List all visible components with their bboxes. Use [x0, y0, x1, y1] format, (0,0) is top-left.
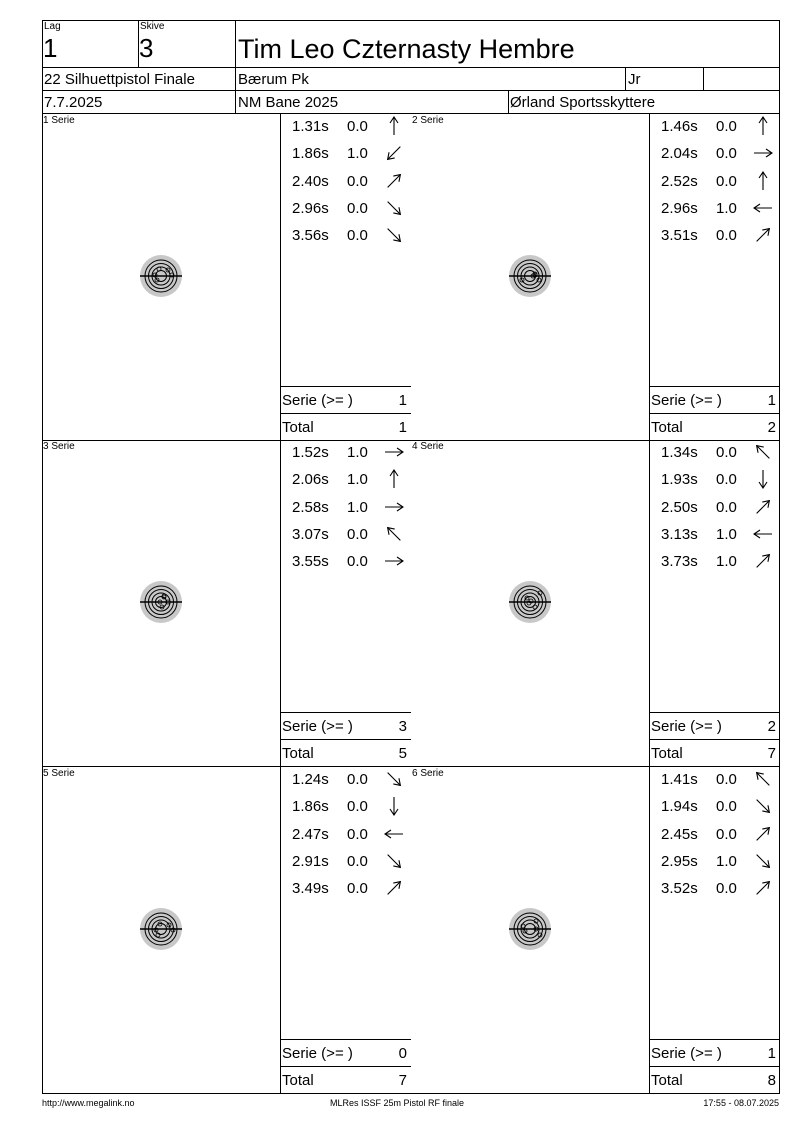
shot-row	[649, 169, 780, 196]
series-label: 6 Serie	[412, 768, 444, 779]
total-label: Total	[651, 1072, 683, 1089]
event-name: 22 Silhuettpistol Finale	[44, 71, 195, 88]
shot-time: 3.13s	[661, 525, 698, 543]
lag-label: Lag	[44, 21, 61, 32]
series-label: 1 Serie	[43, 115, 75, 126]
shot-time: 1.86s	[292, 798, 329, 816]
skive-label: Skive	[140, 21, 165, 32]
shot-row	[649, 114, 780, 141]
total-value: 7	[767, 745, 776, 762]
serie-result-value: 3	[398, 718, 407, 735]
shot-time: 1.24s	[292, 771, 329, 788]
shot-row	[280, 141, 411, 168]
shot-row	[649, 495, 780, 522]
shot-time: 2.04s	[661, 145, 698, 163]
serie-result-label: Serie (>= )	[282, 392, 353, 409]
series-label: 4 Serie	[412, 441, 444, 452]
shot-row	[280, 223, 411, 250]
total-value: 2	[767, 419, 776, 436]
shot-score: 0.0	[347, 227, 368, 245]
shot-list	[280, 114, 411, 440]
lag-value: 1	[43, 33, 58, 63]
direction-arrow-icon	[751, 442, 775, 462]
total-label: Total	[282, 745, 314, 762]
shot-row	[280, 495, 411, 522]
shot-time: 1.31s	[292, 118, 329, 135]
target-icon	[136, 904, 186, 954]
shot-row	[280, 794, 411, 821]
shot-row	[280, 849, 411, 876]
footer-url: http://www.megalink.no	[42, 1098, 135, 1108]
total-row	[649, 414, 780, 440]
shooter-name: Tim Leo Czternasty Hembre	[238, 34, 575, 64]
direction-arrow-icon	[751, 469, 775, 489]
direction-arrow-icon	[751, 524, 775, 544]
shot-time: 2.47s	[292, 825, 329, 843]
direction-arrow-icon	[382, 442, 406, 462]
shot-list	[280, 767, 411, 1093]
direction-arrow-icon	[382, 878, 406, 898]
shot-score: 0.0	[347, 525, 368, 543]
shot-row	[280, 767, 411, 794]
total-row	[649, 1067, 780, 1093]
shot-score: 0.0	[716, 798, 737, 816]
direction-arrow-icon	[751, 551, 775, 571]
shot-row	[649, 549, 780, 576]
series-label: 2 Serie	[412, 115, 444, 126]
shot-score: 0.0	[716, 498, 737, 516]
serie-result-row	[649, 1040, 780, 1066]
shot-time: 2.06s	[292, 471, 329, 489]
shot-score: 0.0	[347, 771, 368, 788]
shot-row	[280, 822, 411, 849]
target-icon	[505, 577, 555, 627]
target-icon	[505, 904, 555, 954]
direction-arrow-icon	[751, 497, 775, 517]
shot-time: 3.52s	[661, 880, 698, 898]
shot-row	[649, 522, 780, 549]
series-block	[42, 114, 411, 440]
shot-score: 1.0	[716, 553, 737, 571]
direction-arrow-icon	[751, 851, 775, 871]
shot-score: 0.0	[716, 145, 737, 163]
shot-score: 1.0	[716, 525, 737, 543]
shot-score: 1.0	[347, 498, 368, 516]
shot-list	[649, 114, 780, 440]
total-value: 8	[767, 1072, 776, 1089]
shot-time: 1.34s	[661, 444, 698, 461]
shot-score: 0.0	[347, 553, 368, 571]
total-row	[280, 414, 411, 440]
total-row	[649, 740, 780, 766]
shot-time: 2.95s	[661, 852, 698, 870]
shot-row	[649, 141, 780, 168]
shot-row	[280, 876, 411, 903]
shot-score: 0.0	[347, 852, 368, 870]
shot-row	[649, 223, 780, 250]
serie-result-value: 1	[767, 392, 776, 409]
serie-result-row	[649, 713, 780, 739]
shot-score: 0.0	[716, 771, 737, 788]
total-row	[280, 1067, 411, 1093]
shot-row	[649, 767, 780, 794]
shot-time: 2.45s	[661, 825, 698, 843]
total-label: Total	[651, 419, 683, 436]
serie-result-row	[649, 387, 780, 413]
shot-score: 0.0	[347, 118, 368, 135]
series-block	[42, 440, 411, 766]
shot-time: 3.55s	[292, 553, 329, 571]
direction-arrow-icon	[751, 878, 775, 898]
direction-arrow-icon	[751, 769, 775, 789]
direction-arrow-icon	[751, 824, 775, 844]
shot-time: 2.50s	[661, 498, 698, 516]
direction-arrow-icon	[382, 497, 406, 517]
shot-time: 1.93s	[661, 471, 698, 489]
shot-time: 1.86s	[292, 145, 329, 163]
shot-time: 3.07s	[292, 525, 329, 543]
total-label: Total	[282, 1072, 314, 1089]
serie-result-row	[280, 713, 411, 739]
shot-score: 0.0	[347, 172, 368, 190]
target-icon	[136, 251, 186, 301]
shot-score: 0.0	[716, 227, 737, 245]
shot-score: 0.0	[347, 798, 368, 816]
series-block	[411, 767, 780, 1093]
shot-score: 1.0	[347, 145, 368, 163]
shot-score: 0.0	[716, 880, 737, 898]
shot-score: 0.0	[716, 444, 737, 461]
direction-arrow-icon	[382, 171, 406, 191]
shot-time: 3.73s	[661, 553, 698, 571]
target-icon	[136, 577, 186, 627]
serie-result-label: Serie (>= )	[651, 392, 722, 409]
club-name: Bærum Pk	[238, 71, 309, 88]
shot-list	[649, 440, 780, 766]
competition-name: NM Bane 2025	[238, 94, 339, 111]
shot-time: 2.96s	[292, 199, 329, 217]
direction-arrow-icon	[751, 171, 775, 191]
shot-time: 2.58s	[292, 498, 329, 516]
date: 7.7.2025	[44, 94, 103, 111]
shot-row	[280, 196, 411, 223]
serie-result-value: 0	[398, 1045, 407, 1062]
class-label: Jr	[628, 71, 641, 88]
serie-result-row	[280, 1040, 411, 1066]
total-value: 1	[398, 419, 407, 436]
total-label: Total	[651, 745, 683, 762]
shot-time: 3.49s	[292, 880, 329, 898]
direction-arrow-icon	[382, 116, 406, 136]
shot-row	[280, 169, 411, 196]
serie-result-label: Serie (>= )	[282, 1045, 353, 1062]
shot-row	[649, 822, 780, 849]
shot-score: 0.0	[716, 172, 737, 190]
shot-score: 1.0	[716, 852, 737, 870]
series-bottom-border	[42, 1093, 411, 1094]
shot-time: 2.96s	[661, 199, 698, 217]
direction-arrow-icon	[382, 551, 406, 571]
serie-result-row	[280, 387, 411, 413]
direction-arrow-icon	[751, 143, 775, 163]
serie-result-label: Serie (>= )	[651, 718, 722, 735]
shot-time: 3.56s	[292, 227, 329, 245]
shot-score: 0.0	[347, 199, 368, 217]
shot-time: 2.52s	[661, 172, 698, 190]
shot-row	[280, 467, 411, 494]
direction-arrow-icon	[382, 524, 406, 544]
target-icon	[505, 251, 555, 301]
shot-score: 1.0	[347, 471, 368, 489]
total-value: 5	[398, 745, 407, 762]
shot-list	[649, 767, 780, 1093]
direction-arrow-icon	[382, 824, 406, 844]
serie-result-label: Serie (>= )	[282, 718, 353, 735]
shot-score: 0.0	[716, 118, 737, 135]
series-label: 3 Serie	[43, 441, 75, 452]
direction-arrow-icon	[382, 225, 406, 245]
series-label: 5 Serie	[43, 768, 75, 779]
direction-arrow-icon	[751, 796, 775, 816]
series-block	[42, 767, 411, 1093]
shot-row	[280, 114, 411, 141]
shot-score: 1.0	[716, 199, 737, 217]
shot-time: 1.46s	[661, 118, 698, 135]
shot-row	[649, 794, 780, 821]
shot-list	[280, 440, 411, 766]
footer-printed: 17:55 - 08.07.2025	[703, 1098, 779, 1108]
shot-time: 2.91s	[292, 852, 329, 870]
serie-result-value: 1	[398, 392, 407, 409]
shot-time: 3.51s	[661, 227, 698, 245]
total-row	[280, 740, 411, 766]
shot-time: 1.41s	[661, 771, 698, 788]
shot-score: 0.0	[347, 880, 368, 898]
series-block	[411, 440, 780, 766]
shot-row	[280, 440, 411, 467]
shot-score: 0.0	[716, 825, 737, 843]
direction-arrow-icon	[382, 769, 406, 789]
shot-score: 0.0	[716, 471, 737, 489]
serie-result-value: 1	[767, 1045, 776, 1062]
direction-arrow-icon	[751, 198, 775, 218]
organizer-name: Ørland Sportsskyttere	[510, 94, 656, 111]
direction-arrow-icon	[751, 225, 775, 245]
shot-time: 2.40s	[292, 172, 329, 190]
shot-row	[280, 522, 411, 549]
shot-time: 1.94s	[661, 798, 698, 816]
shot-score: 0.0	[347, 825, 368, 843]
total-value: 7	[398, 1072, 407, 1089]
skive-value: 3	[139, 33, 154, 63]
series-bottom-border	[411, 1093, 780, 1094]
direction-arrow-icon	[382, 198, 406, 218]
shot-row	[649, 876, 780, 903]
serie-result-label: Serie (>= )	[651, 1045, 722, 1062]
footer-software: MLRes ISSF 25m Pistol RF finale	[330, 1098, 465, 1108]
shot-row	[649, 196, 780, 223]
shot-row	[649, 467, 780, 494]
direction-arrow-icon	[382, 796, 406, 816]
series-block	[411, 114, 780, 440]
shot-row	[649, 440, 780, 467]
shot-time: 1.52s	[292, 444, 329, 461]
direction-arrow-icon	[382, 469, 406, 489]
direction-arrow-icon	[382, 143, 406, 163]
serie-result-value: 2	[767, 718, 776, 735]
direction-arrow-icon	[382, 851, 406, 871]
shot-score: 1.0	[347, 444, 368, 461]
total-label: Total	[282, 419, 314, 436]
shot-row	[280, 549, 411, 576]
direction-arrow-icon	[751, 116, 775, 136]
shot-row	[649, 849, 780, 876]
